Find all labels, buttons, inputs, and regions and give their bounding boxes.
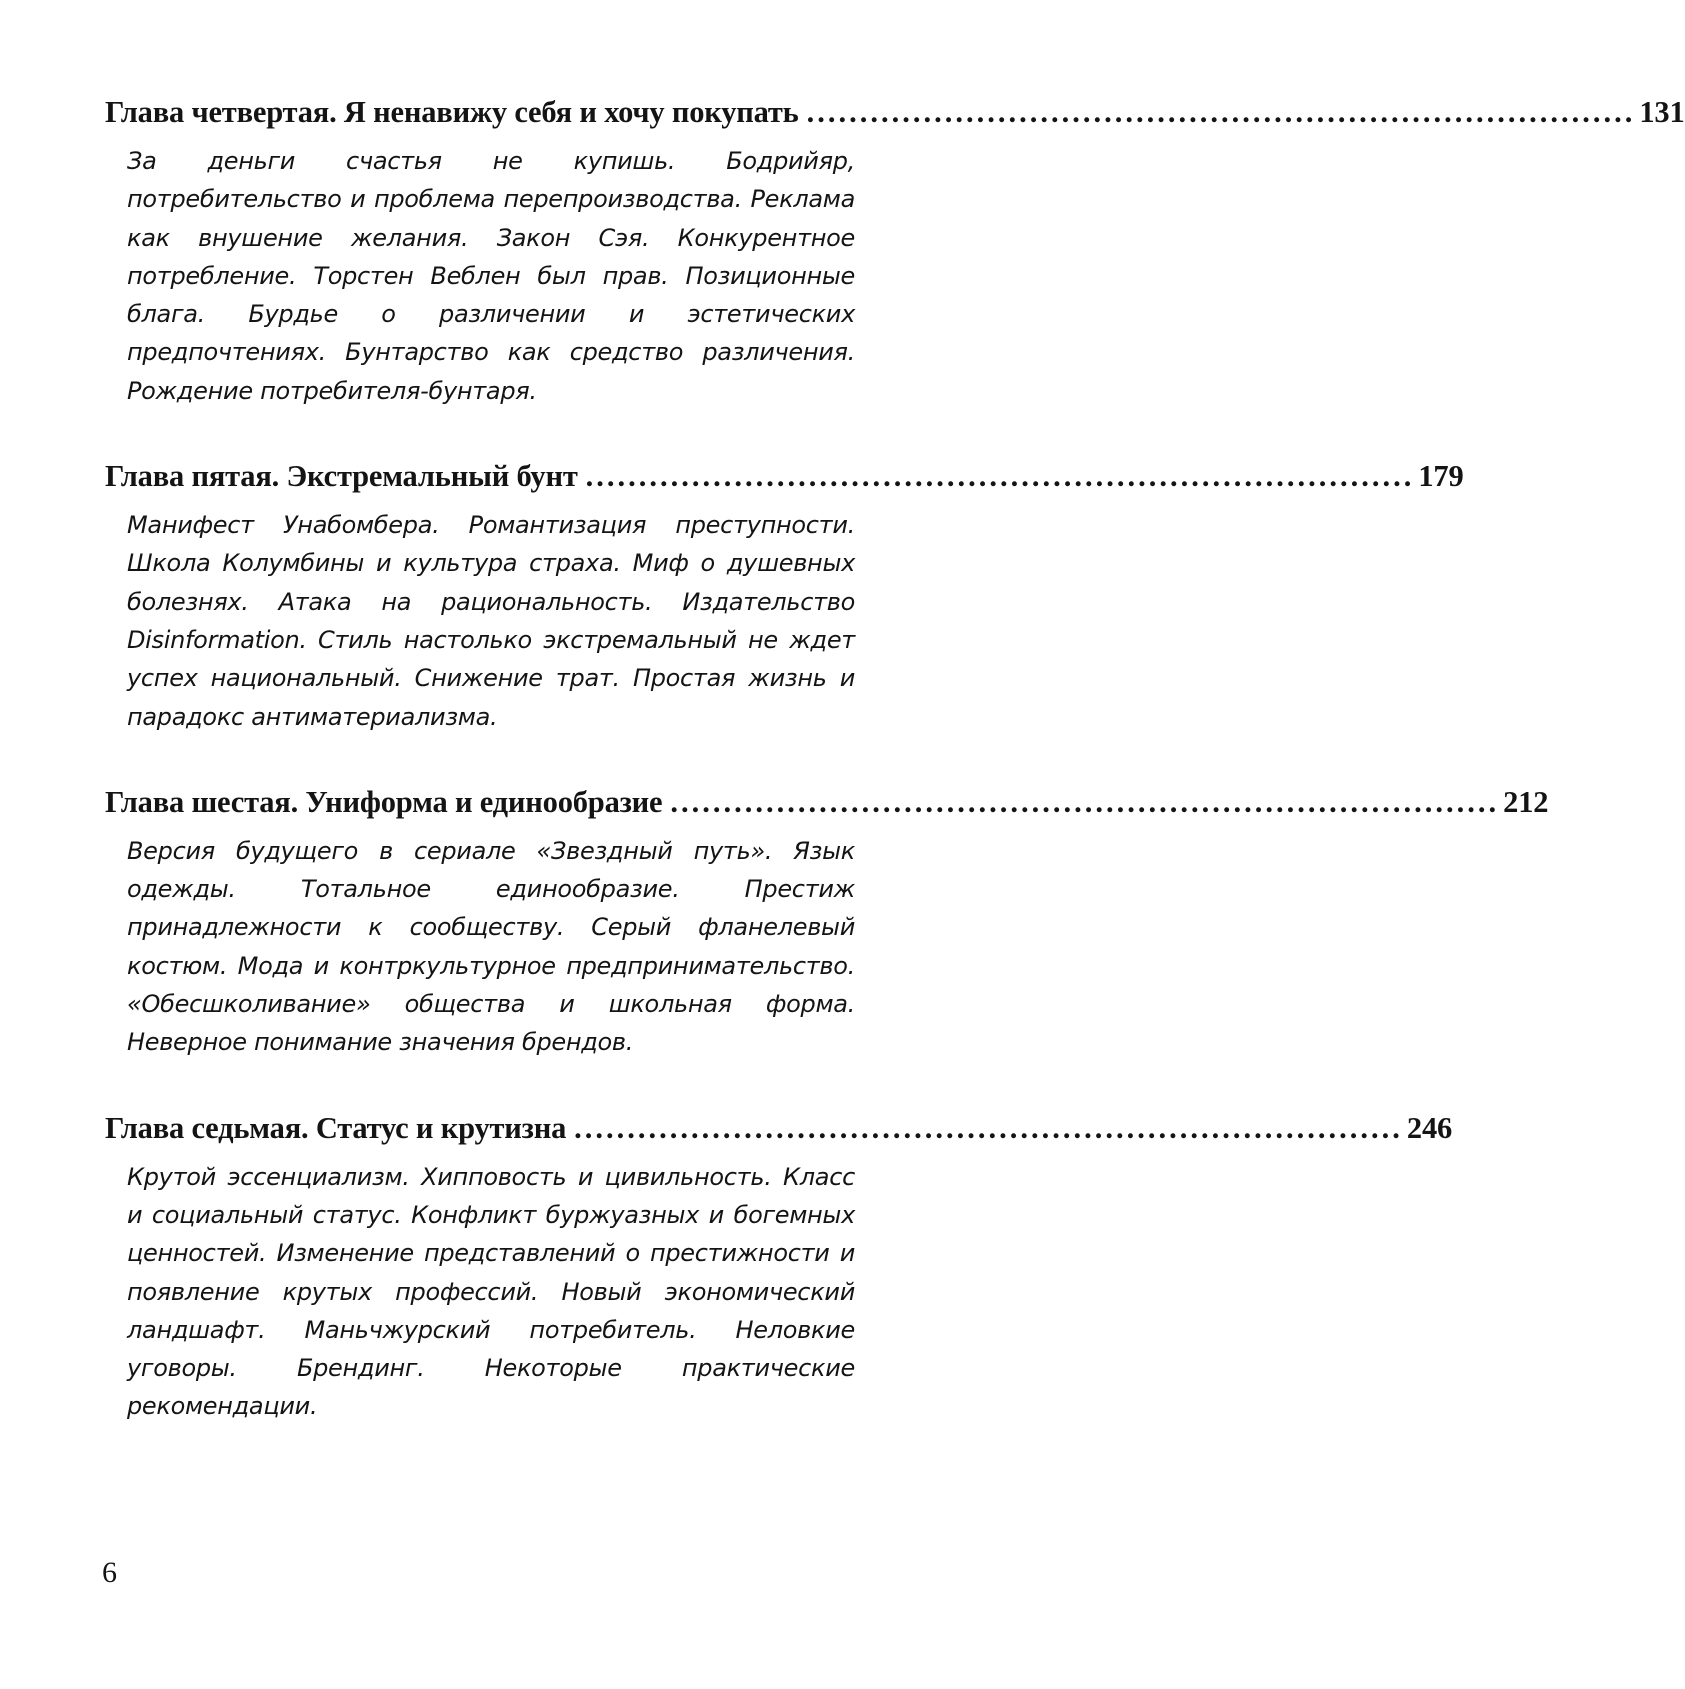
chapter-description: Версия будущего в сериале «Звездный путь». Язык одежды. Тотальное единообразие. Престиж принадлежности к сообществу. Серый фланелевый костюм. Мода и контркультурное предпринимательство. «Обесшколивание» общества и школьная форма. Неверное понимание значения брендов. [127, 836, 855, 1057]
toc-entry-chapter-4 [105, 92, 1685, 410]
chapter-page-number: 212 [1503, 784, 1549, 819]
chapter-description: За деньги счастья не купишь. Бодрийяр, потребительство и проблема перепроизводства. Реклама как внушение желания. Закон Сэя. Конкурентное потребление. Торстен Веблен был прав. Позиционные блага. Бурдье о различении и эстетических предпочтениях. Бунтарство как средство различения. Рождение потребителя-бунтаря. [127, 147, 855, 405]
chapter-description: Манифест Унабомбера. Романтизация преступности. Школа Колумбины и культура страха. Миф о душевных болезнях. Атака на рациональность. Издательство Disinformation. Стиль настолько экстремальный не ждет успех национальный. Снижение трат. Простая жизнь и парадокс антиматериализма. [127, 511, 855, 731]
chapter-page-number: 131 [1639, 95, 1685, 129]
chapter-page-number: 246 [1406, 1110, 1453, 1145]
chapter-title: Глава пятая. Экстремальный бунт [105, 459, 578, 494]
chapter-description: Крутой эссенциализм. Хипповость и цивильность. Класс и социальный статус. Конфликт буржуазных и богемных ценностей. Изменение представлений о престижности и появление крутых профессий. Новый экономический ландшафт. Маньчжурский потребитель. Неловкие уговоры. Брендинг. Некоторые практические рекомендации. [127, 1162, 855, 1421]
chapter-title: Глава шестая. Униформа и единообразие [105, 784, 663, 819]
chapter-title: Глава четвертая. Я ненавижу себя и хочу покупать [105, 95, 799, 129]
dot-leader: .............................................................................. [670, 784, 1500, 819]
chapter-heading [105, 1108, 1453, 1148]
page-number: 6 [102, 1556, 117, 1589]
chapter-page-number: 179 [1418, 459, 1464, 494]
toc-entry-chapter-5 [105, 456, 1464, 736]
table-of-contents [105, 92, 1685, 1472]
chapter-title: Глава седьмая. Статус и крутизна [105, 1110, 567, 1145]
dot-leader: .............................................................................. [806, 95, 1636, 129]
toc-entry-chapter-6 [105, 782, 1549, 1062]
dot-leader: .............................................................................. [574, 1110, 1403, 1145]
chapter-heading [105, 782, 1549, 822]
chapter-heading [105, 456, 1464, 496]
chapter-heading [105, 92, 1685, 132]
dot-leader: .............................................................................. [585, 459, 1415, 494]
toc-entry-chapter-7 [105, 1108, 1453, 1426]
